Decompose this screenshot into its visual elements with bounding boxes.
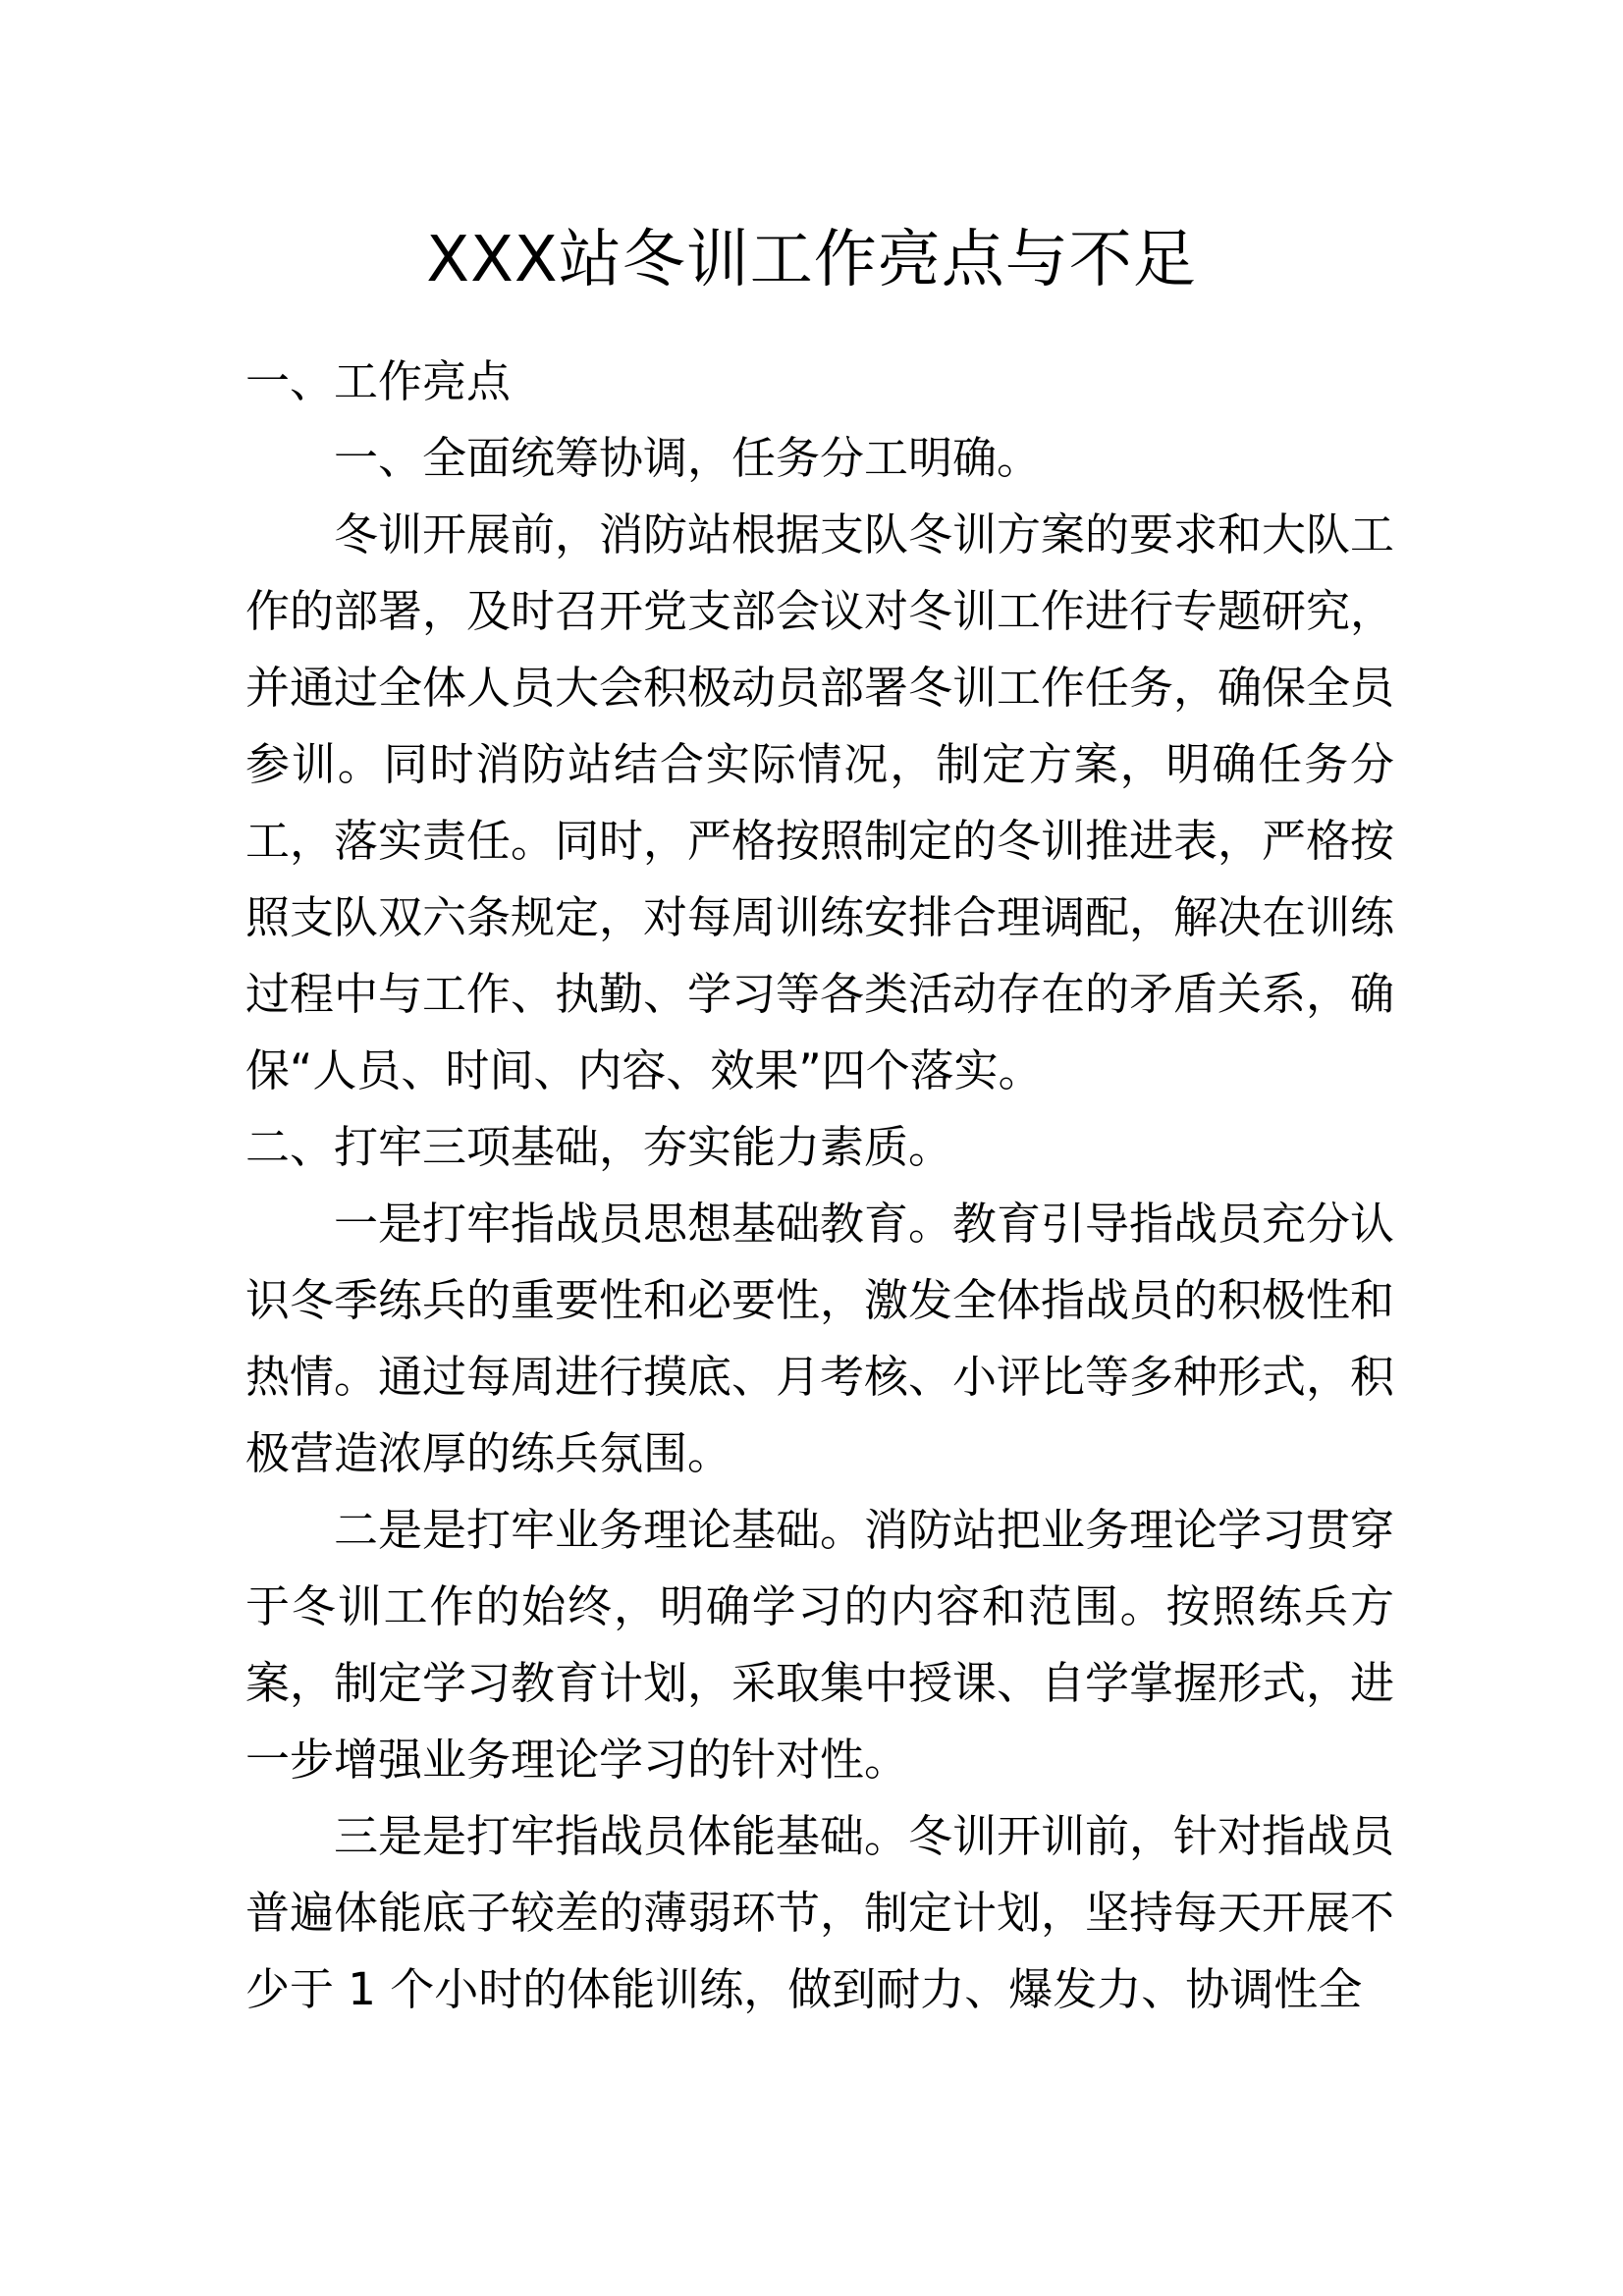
paragraph-ideology: 一是打牢指战员思想基础教育。教育引导指战员充分认识冬季练兵的重要性和必要性，激发全体指战员的积极性和热情。通过每周进行摸底、月考核、小评比等多种形式，积极营造浓厚的练兵氛围。 xyxy=(245,1198,1395,1479)
paragraph-coordination: 冬训开展前，消防站根据支队冬训方案的要求和大队工作的部署，及时召开党支部会议对冬训工作进行专题研究，并通过全体人员大会积极动员部署冬训工作任务，确保全员参训。同时消防站结合实际情况，制定方案，明确任务分工，落实责任。同时，严格按照制定的冬训推进表，严格按照支队双六条规定，对每周训练安排合理调配，解决在训练过程中与工作、执勤、学习等各类活动存在的矛盾关系，确保“人员、时间、内容、效果”四个落实。 xyxy=(245,508,1395,1096)
section-heading-highlights: 一、工作亮点 xyxy=(245,355,512,407)
document-title: XXX站冬训工作亮点与不足 xyxy=(426,224,1197,296)
paragraph-fitness: 三是是打牢指战员体能基础。冬训开训前，针对指战员普遍体能底子较差的薄弱环节，制定计划，坚持每天开展不少于 1 个小时的体能训练，做到耐力、爆发力、协调性全 xyxy=(245,1810,1395,2015)
paragraph-theory: 二是是打牢业务理论基础。消防站把业务理论学习贯穿于冬训工作的始终，明确学习的内容和范围。按照练兵方案，制定学习教育计划，采取集中授课、自学掌握形式，进一步增强业务理论学习的针对性。 xyxy=(245,1504,1395,1786)
document-body xyxy=(245,344,1394,2028)
subsection-heading-coordination: 一、全面统筹协调，任务分工明确。 xyxy=(334,432,1042,484)
subsection-heading-foundations: 二、打牢三项基础，夯实能力素质。 xyxy=(245,1121,953,1173)
